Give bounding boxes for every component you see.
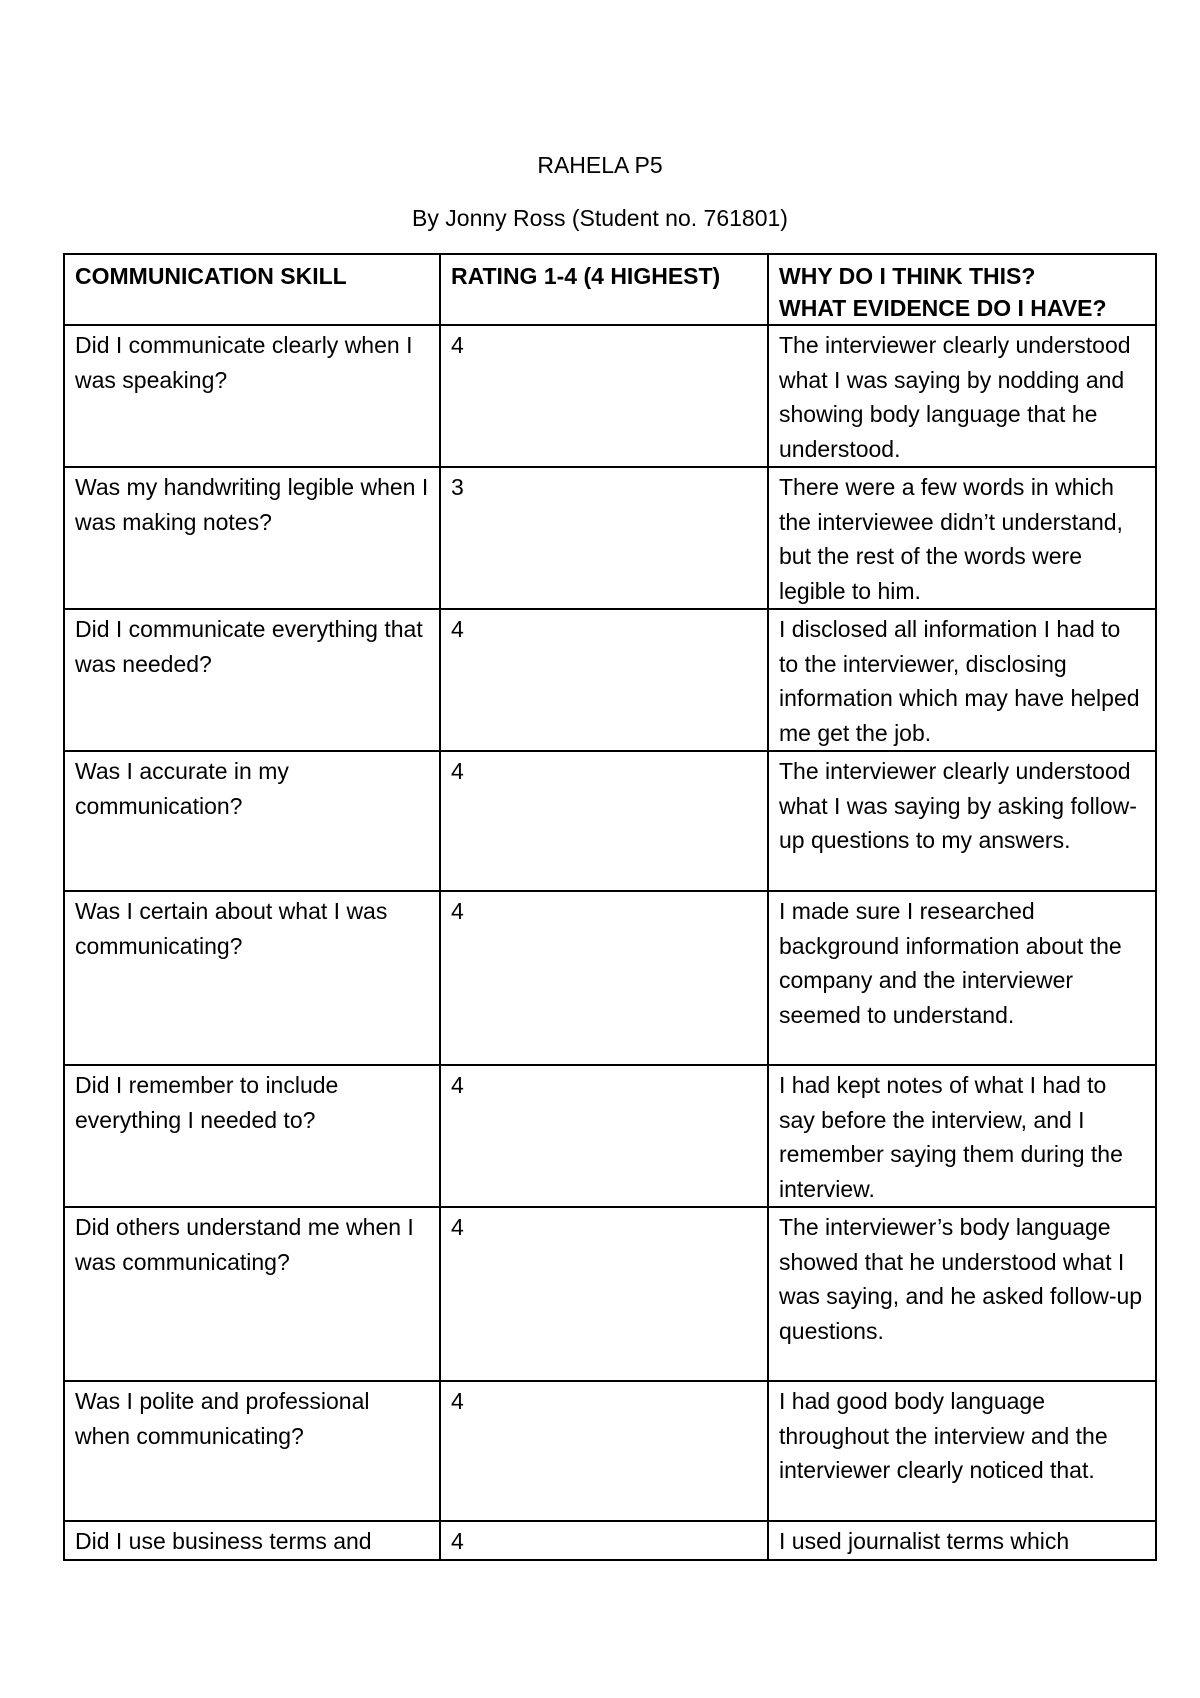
rating-cell: 4 — [440, 1521, 768, 1560]
evidence-cell: I had kept notes of what I had to say before the interview, and I remember saying them during the interview. — [768, 1065, 1156, 1207]
skill-cell: Was I certain about what I was communicating? — [64, 891, 440, 1065]
skill-cell: Was I polite and professional when communicating? — [64, 1381, 440, 1521]
table-row — [64, 609, 1156, 751]
evidence-cell: The interviewer clearly understood what I was saying by nodding and showing body language that he understood. — [768, 325, 1156, 467]
evidence-cell: I used journalist terms which — [768, 1521, 1156, 1560]
rating-cell: 4 — [440, 1065, 768, 1207]
skill-cell: Did I communicate everything that was needed? — [64, 609, 440, 751]
communication-skills-table — [63, 253, 1157, 1561]
rating-cell: 4 — [440, 325, 768, 467]
skill-cell: Did I communicate clearly when I was speaking? — [64, 325, 440, 467]
header-why — [768, 254, 1156, 325]
skill-cell: Was my handwriting legible when I was making notes? — [64, 467, 440, 609]
document-title: RAHELA P5 — [537, 152, 663, 178]
table-row — [64, 1207, 1156, 1381]
header-why-line1: WHY DO I THINK THIS? — [779, 263, 1036, 289]
table-row — [64, 751, 1156, 891]
skill-cell: Did I use business terms and — [64, 1521, 440, 1560]
table-row — [64, 1381, 1156, 1521]
rating-cell: 4 — [440, 1207, 768, 1381]
skill-cell: Was I accurate in my communication? — [64, 751, 440, 891]
header-communication-skill: COMMUNICATION SKILL — [64, 254, 440, 325]
header-rating: RATING 1-4 (4 HIGHEST) — [440, 254, 768, 325]
evidence-cell: I had good body language throughout the interview and the interviewer clearly noticed that. — [768, 1381, 1156, 1521]
table-header-row — [64, 254, 1156, 325]
table-row — [64, 1521, 1156, 1560]
rating-cell: 4 — [440, 891, 768, 1065]
table-row — [64, 1065, 1156, 1207]
table-row — [64, 325, 1156, 467]
evidence-cell: There were a few words in which the interviewee didn’t understand, but the rest of the words were legible to him. — [768, 467, 1156, 609]
evidence-cell: I made sure I researched background information about the company and the interviewer seemed to understand. — [768, 891, 1156, 1065]
evidence-cell: I disclosed all information I had to to the interviewer, disclosing information which may have helped me get the job. — [768, 609, 1156, 751]
rating-cell: 4 — [440, 1381, 768, 1521]
table-row — [64, 891, 1156, 1065]
header-why-line2: WHAT EVIDENCE DO I HAVE? — [779, 295, 1107, 321]
rating-cell: 3 — [440, 467, 768, 609]
skill-cell: Did I remember to include everything I needed to? — [64, 1065, 440, 1207]
rating-cell: 4 — [440, 751, 768, 891]
document-subtitle: By Jonny Ross (Student no. 761801) — [412, 205, 788, 231]
table-row — [64, 467, 1156, 609]
evidence-cell: The interviewer clearly understood what I was saying by asking follow-up questions to my answers. — [768, 751, 1156, 891]
skill-cell: Did others understand me when I was communicating? — [64, 1207, 440, 1381]
evidence-cell: The interviewer’s body language showed that he understood what I was saying, and he asked follow-up questions. — [768, 1207, 1156, 1381]
rating-cell: 4 — [440, 609, 768, 751]
